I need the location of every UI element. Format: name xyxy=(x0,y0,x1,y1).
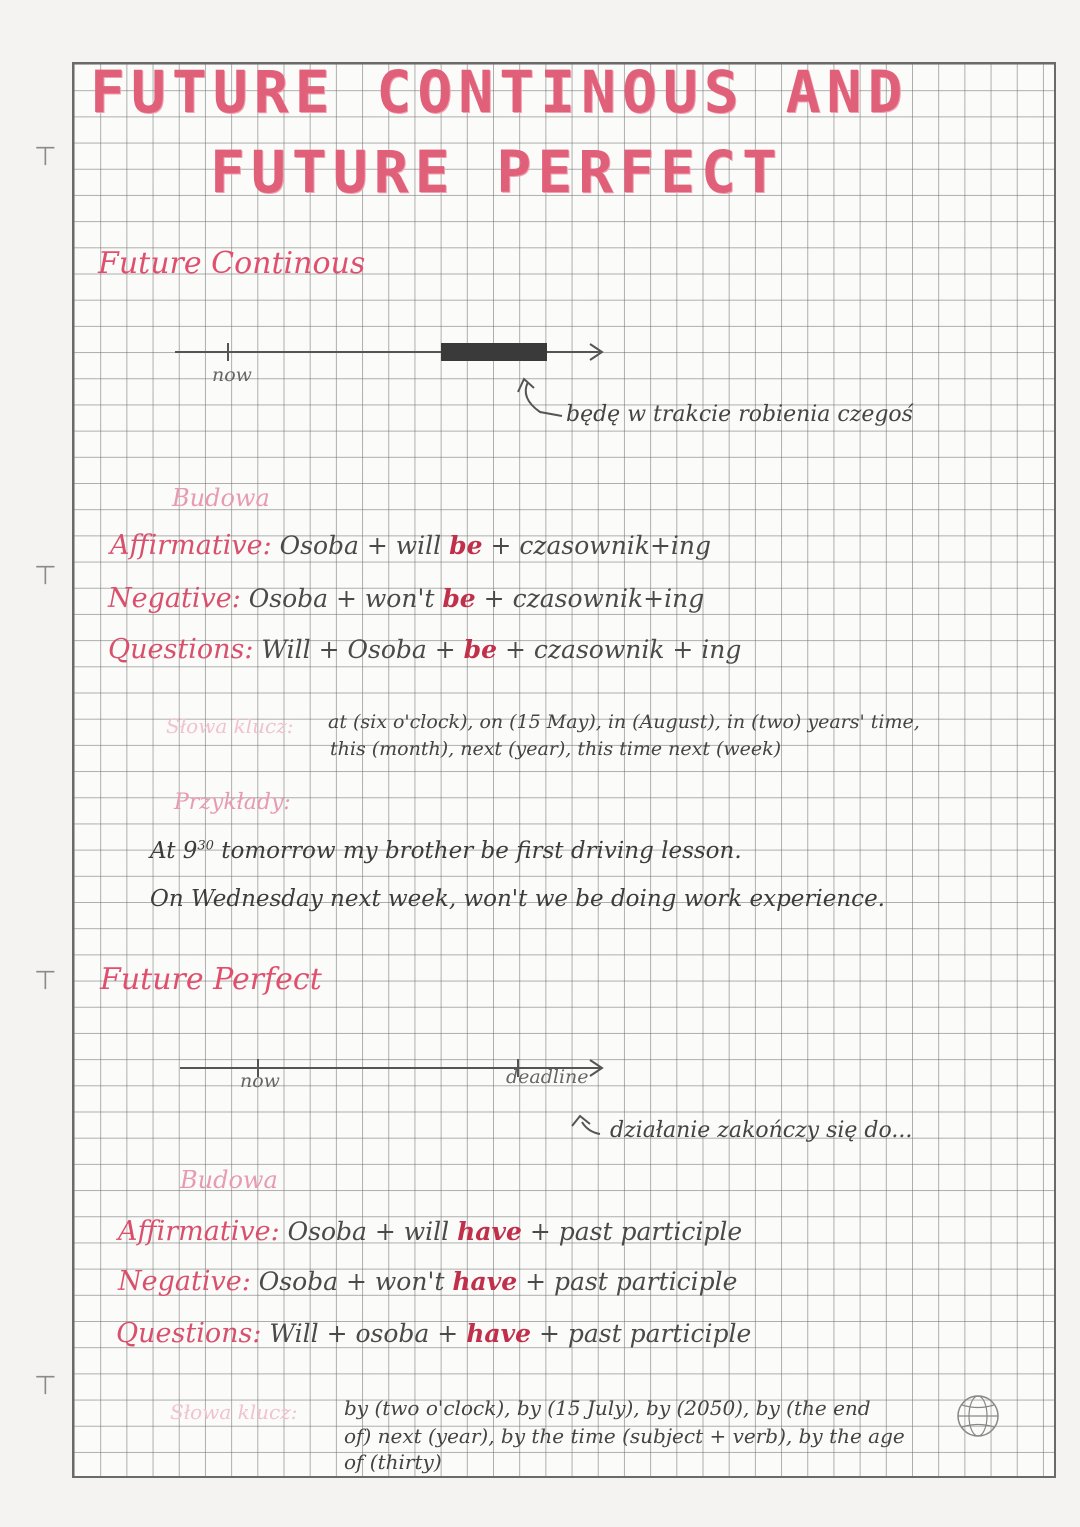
perfect-negative-keyword: have xyxy=(452,1267,518,1296)
perfect-timeline-deadline-label: deadline xyxy=(506,1066,589,1088)
example-1-superscript: 30 xyxy=(197,838,214,854)
perfect-questions-post: + past participle xyxy=(538,1319,752,1348)
perfect-negative-pre: Osoba + won't xyxy=(258,1267,445,1296)
binder-hole-mark-1: ⊤ xyxy=(34,142,57,172)
perfect-affirmative-post: + past participle xyxy=(529,1217,743,1246)
timeline-now-label: now xyxy=(212,364,252,386)
negative-pre: Osoba + won't xyxy=(248,584,435,613)
questions-pre: Will + Osoba + xyxy=(261,635,456,664)
affirmative-label: Affirmative: xyxy=(110,530,272,561)
negative-keyword: be xyxy=(442,584,476,613)
perfect-time-words-label: Słowa klucz: xyxy=(170,1400,298,1424)
binder-hole-mark-4: ⊤ xyxy=(34,1371,57,1401)
perfect-time-words-line-3: of (thirty) xyxy=(344,1450,442,1474)
questions-keyword: be xyxy=(463,635,498,664)
questions-post: + czasownik + ing xyxy=(504,635,742,664)
example-1-post: tomorrow my brother be first driving lesson. xyxy=(221,838,742,864)
continuous-time-words-line-1: at (six o'clock), on (15 May), in (August), in (two) years' time, xyxy=(328,711,920,733)
perfect-questions-keyword: have xyxy=(466,1319,531,1348)
negative-label: Negative: xyxy=(108,583,241,614)
perfect-questions-pre: Will + osoba + xyxy=(269,1319,459,1348)
section-heading-future-perfect: Future Perfect xyxy=(100,962,322,997)
continuous-time-words-line-2: this (month), next (year), this time next (week) xyxy=(330,738,782,760)
page-title-line-1: FUTURE CONTINOUS AND xyxy=(90,58,909,126)
binder-hole-mark-2: ⊤ xyxy=(34,561,57,591)
continuous-structure-heading: Budowa xyxy=(172,484,270,512)
perfect-structure-heading: Budowa xyxy=(180,1166,278,1194)
continuous-time-words-label: Słowa klucz: xyxy=(166,714,294,738)
perfect-time-words-line-2: of) next (year), by the time (subject + verb), by the age xyxy=(344,1424,905,1448)
perfect-negative-post: + past participle xyxy=(525,1267,738,1296)
globe-icon xyxy=(958,1396,998,1436)
page-title-line-2: FUTURE PERFECT xyxy=(210,138,783,206)
negative-post: + czasownik+ing xyxy=(483,584,705,613)
perfect-negative-label: Negative: xyxy=(118,1266,251,1297)
perfect-affirmative-keyword: have xyxy=(457,1217,522,1246)
perfect-timeline-now-label: now xyxy=(240,1070,280,1092)
affirmative-keyword: be xyxy=(449,531,483,560)
perfect-affirmative-label: Affirmative: xyxy=(118,1216,280,1247)
perfect-affirmative-pre: Osoba + will xyxy=(287,1217,450,1246)
perfect-time-words-line-1: by (two o'clock), by (15 July), by (2050), by (the end xyxy=(344,1396,871,1420)
affirmative-pre: Osoba + will xyxy=(279,531,442,560)
perfect-questions-label: Questions: xyxy=(116,1318,262,1349)
example-1-pre: At 9 xyxy=(150,838,198,864)
continuous-timeline-annotation: będę w trakcie robienia czegoś xyxy=(566,402,913,427)
affirmative-post: + czasownik+ing xyxy=(490,531,711,560)
perfect-timeline-annotation: działanie zakończy się do... xyxy=(610,1118,913,1143)
section-heading-future-continuous: Future Continous xyxy=(98,246,366,281)
binder-hole-mark-3: ⊤ xyxy=(34,966,57,996)
continuous-examples-heading: Przykłady: xyxy=(174,790,291,815)
continuous-example-2: On Wednesday next week, won't we be doing work experience. xyxy=(150,886,885,912)
questions-label: Questions: xyxy=(108,634,254,665)
